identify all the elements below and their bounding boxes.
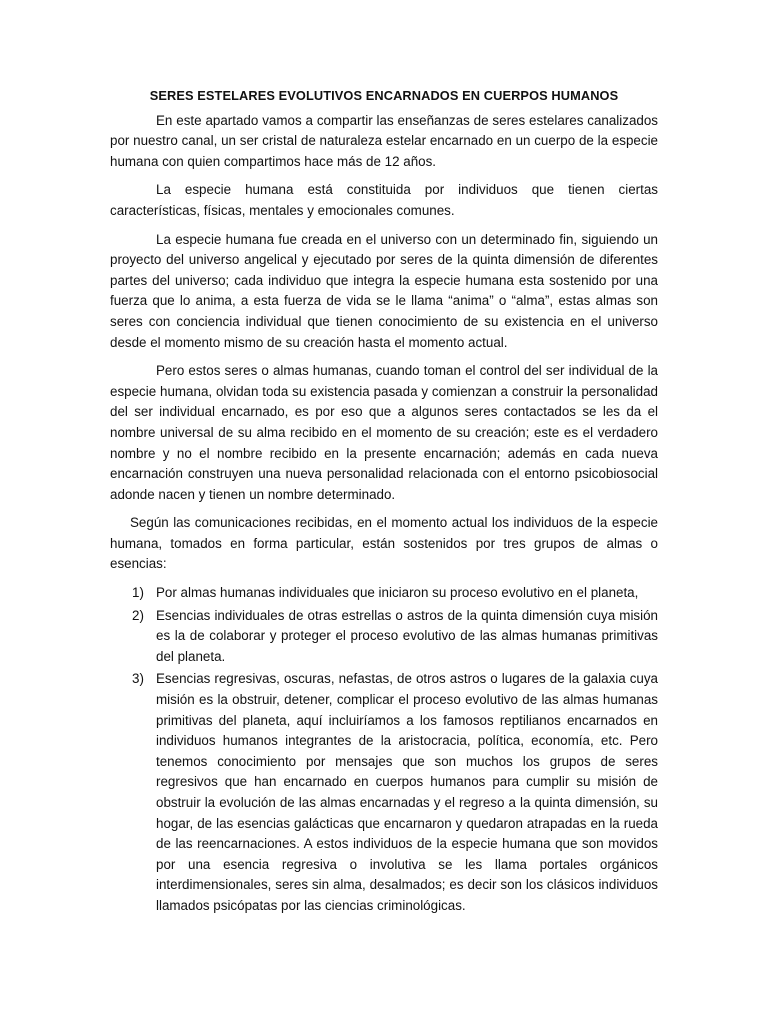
paragraph-human-species: La especie humana está constituida por individuos que tienen ciertas características, físicas, mentales y emocionales comunes. xyxy=(110,182,658,218)
paragraph-creation: La especie humana fue creada en el universo con un determinado fin, siguiendo un proyecto del universo angelical y ejecutado por seres de la quinta dimensión de diferentes partes del universo; cada individuo que integra la especie humana esta sostenido por una fuerza que lo anima, a esta fuerza de vida se le llama “anima” o “alma”, estas almas son seres con conciencia individual que tienen conocimiento de su existencia en el universo desde el momento mismo de su creación hasta el momento actual. xyxy=(110,231,658,350)
list-item-text: Por almas humanas individuales que iniciaron su proceso evolutivo en el planeta, xyxy=(156,585,639,601)
list-item-text: Esencias regresivas, oscuras, nefastas, de otros astros o lugares de la galaxia cuya misión es la obstruir, detener, complicar el proceso evolutivo de las almas humanas primitivas del planeta, aquí incluiríamos a los famosos reptilianos encarnados en individuos humanos integrantes de la aristocracia, política, economía, etc. Pero tenemos conocimiento por mensajes que son muchos los grupos de seres regresivos que han encarnado en cuerpos humanos para cumplir su misión de obstruir la evolución de las almas encarnadas y el regreso a la quinta dimensión, su hogar, de las esencias galácticas que encarnaron y quedaron atrapadas en la rueda de las reencarnaciones. A estos individuos de la especie humana que son movidos por una esencia regresiva o involutiva se les llama portales orgánicos interdimensionales, seres sin alma, desalmados; es decir son los clásicos individuos llamados psicópatas por las ciencias criminológicas. xyxy=(156,671,658,913)
document-title: SERES ESTELARES EVOLUTIVOS ENCARNADOS EN CUERPOS HUMANOS xyxy=(149,88,619,103)
paragraph-forgetting: Pero estos seres o almas humanas, cuando toman el control del ser individual de la especie humana, olvidan toda su existencia pasada y comienzan a construir la personalidad del ser individual encarnado, es por eso que a algunos seres contactados se les da el nombre universal de su alma recibido en el momento de su creación; este es el verdadero nombre y no el nombre recibido en la presente encarnación; además en cada nueva encarnación construyen una nueva personalidad relacionada con el entorno psicobiosocial adonde nacen y tienen un nombre determinado. xyxy=(110,363,658,502)
paragraph-intro: En este apartado vamos a compartir las enseñanzas de seres estelares canalizados por nuestro canal, un ser cristal de naturaleza estelar encarnado en un cuerpo de la especie humana con quien compartimos hace más de 12 años. xyxy=(110,112,658,169)
list-item xyxy=(110,583,658,604)
list-item xyxy=(110,669,658,916)
list-item-number: 1) xyxy=(132,585,144,601)
paragraph-groups-intro: Según las comunicaciones recibidas, en el momento actual los individuos de la especie humana, tomados en forma particular, están sostenidos por tres grupos de almas o esencias: xyxy=(110,515,658,572)
list-item xyxy=(110,606,658,668)
essence-groups-list xyxy=(110,583,658,917)
list-item-number: 3) xyxy=(132,671,144,687)
list-item-number: 2) xyxy=(132,607,144,623)
list-item-text: Esencias individuales de otras estrellas o astros de la quinta dimensión cuya misión es la de colaborar y proteger el proceso evolutivo de las almas humanas primitivas del planeta. xyxy=(156,607,658,664)
